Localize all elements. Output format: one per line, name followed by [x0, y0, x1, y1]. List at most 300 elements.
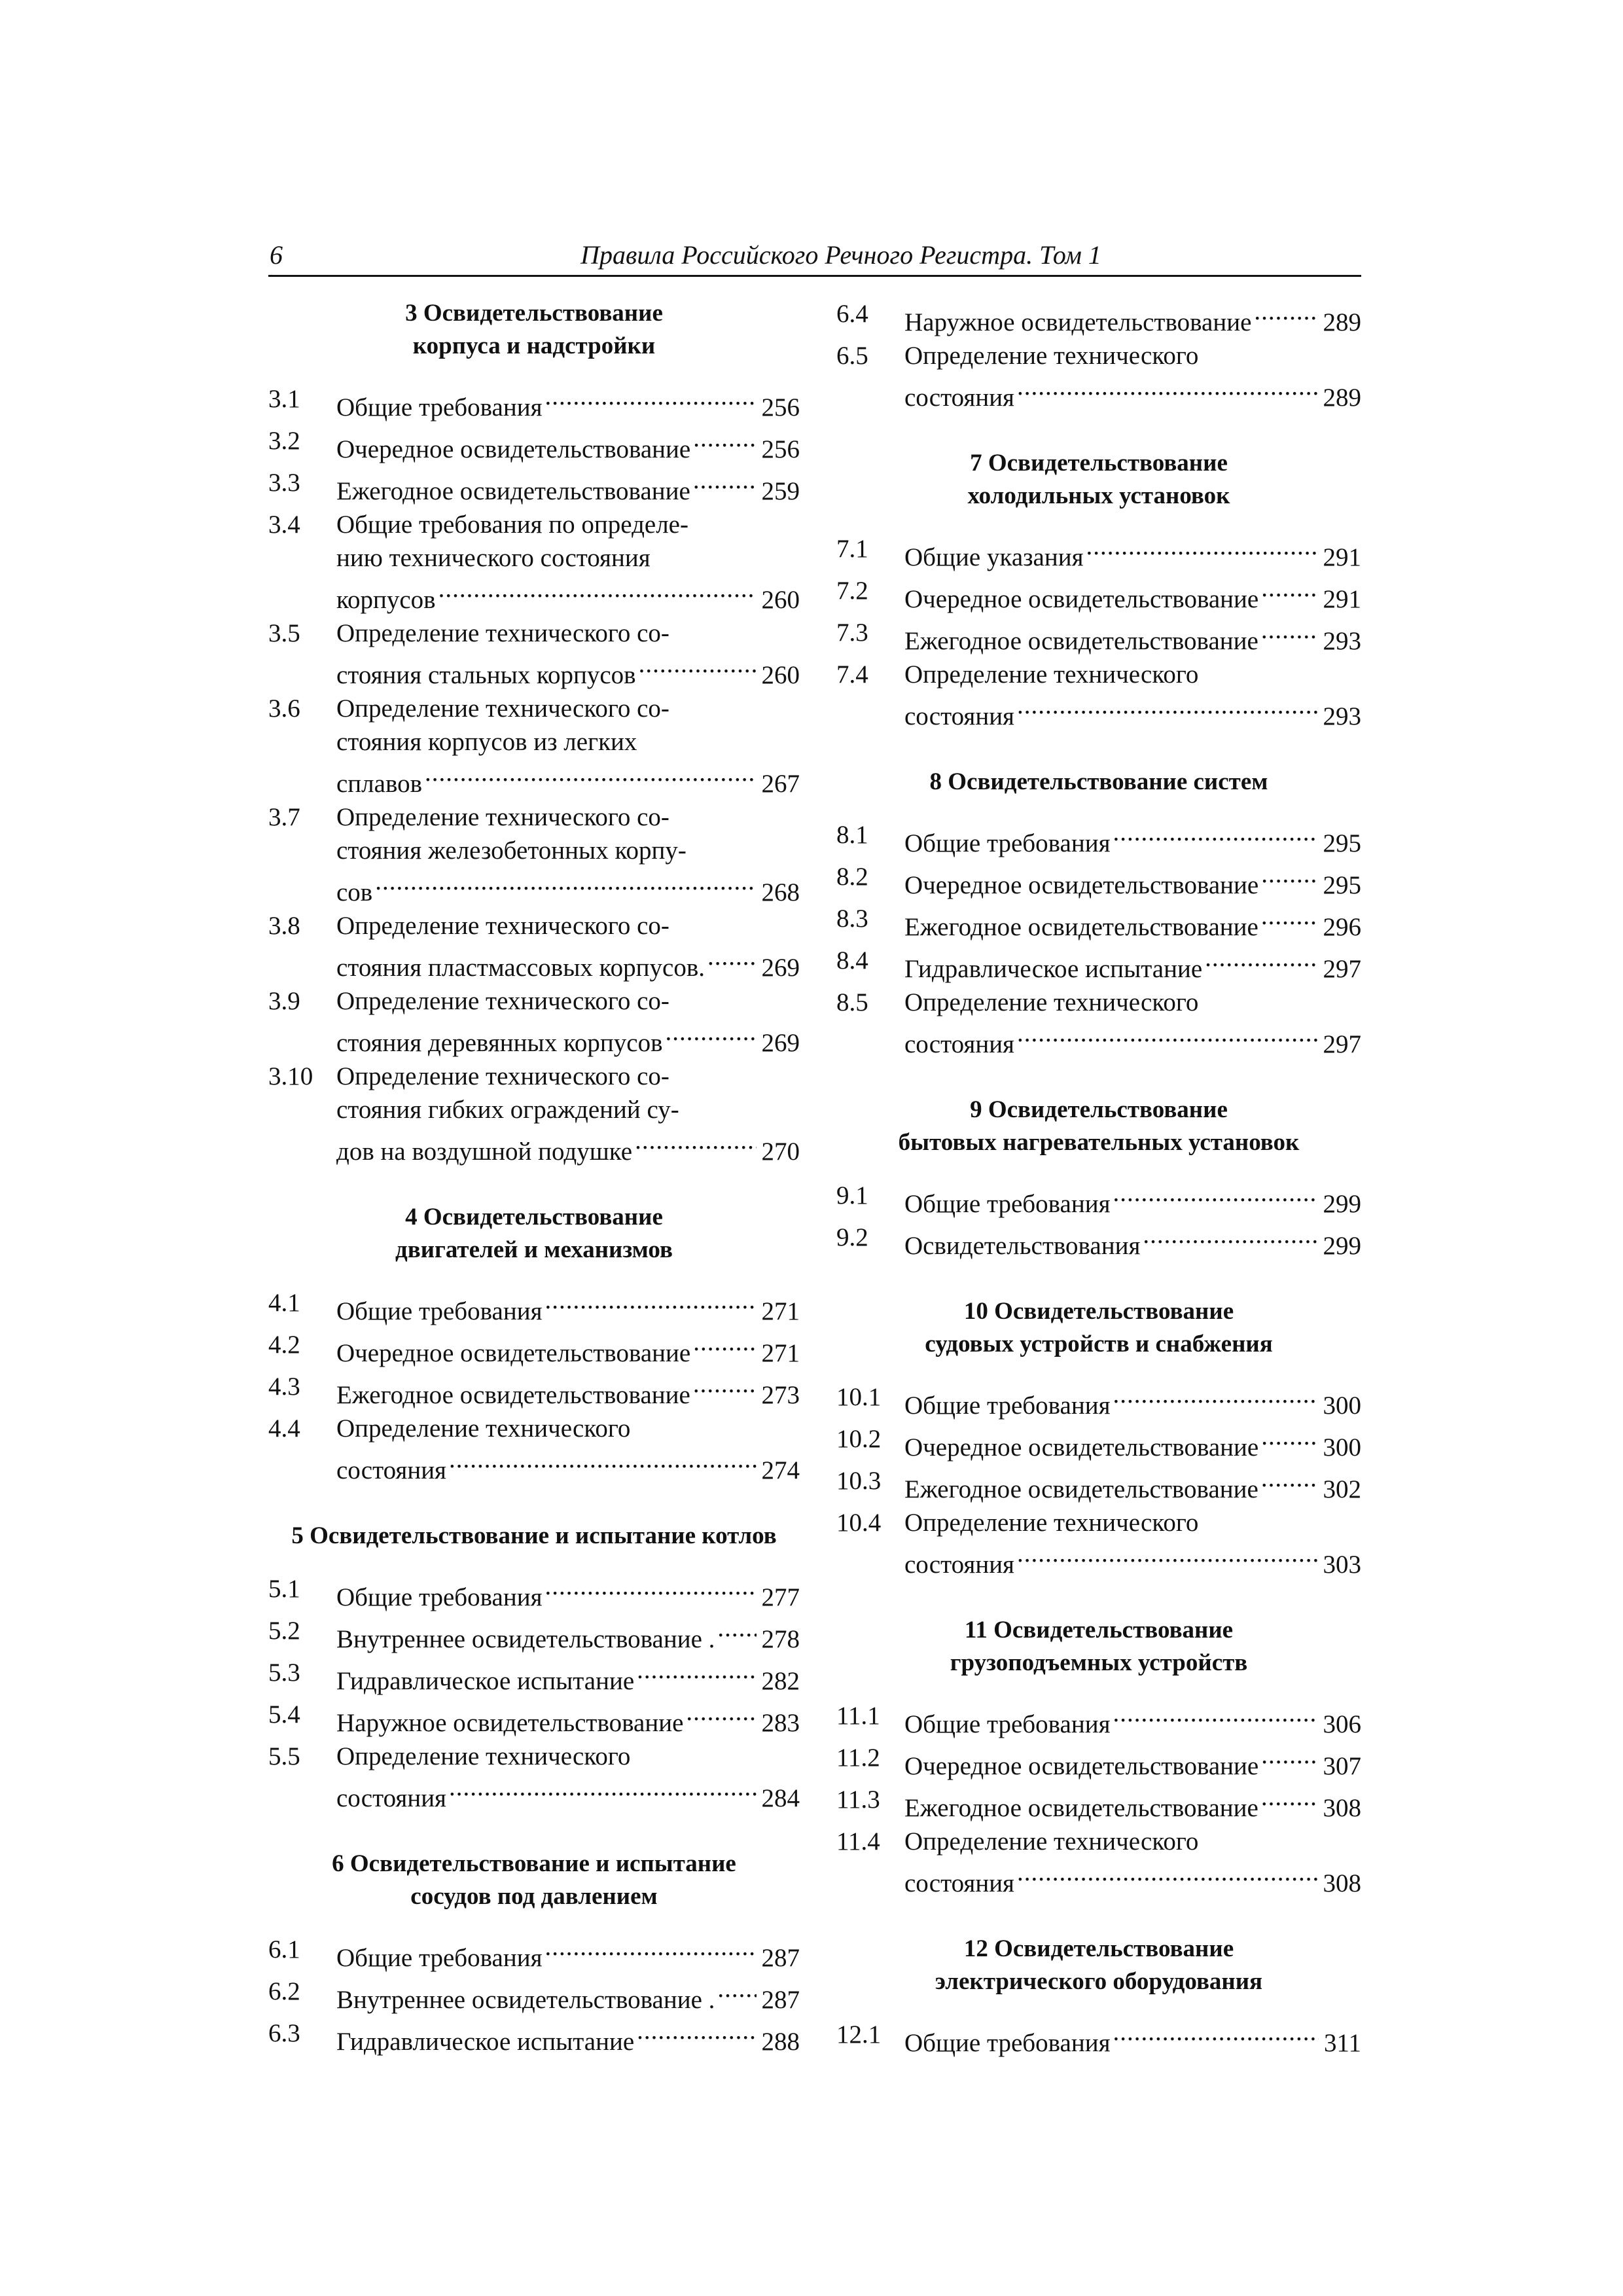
toc-entry[interactable]	[268, 800, 800, 909]
toc-entry-body	[336, 692, 800, 800]
toc-entry-number: 11.4	[836, 1827, 880, 1856]
dot-leader	[635, 1126, 756, 1160]
toc-entry-title: Наружное освидетельствование	[904, 308, 1252, 336]
toc-entry-number: 12.1	[836, 2020, 882, 2049]
toc-entry-line	[904, 902, 1361, 944]
toc-entry[interactable]	[268, 1698, 800, 1740]
toc-entry-body	[904, 1422, 1361, 1464]
toc-entry-body	[904, 944, 1361, 986]
toc-entry-title: состояния	[904, 1551, 1014, 1579]
toc-entry-line	[336, 1572, 800, 1614]
toc-entry-body	[904, 1783, 1361, 1825]
toc-entry-line	[336, 382, 800, 424]
toc-entry-body	[904, 1179, 1361, 1221]
toc-entry-number: 8.1	[836, 821, 868, 849]
toc-entry[interactable]	[836, 297, 1361, 339]
dot-leader	[375, 867, 756, 901]
section-heading: 3 Освидетельствование корпуса и надстройки	[405, 300, 663, 359]
toc-entry-number: 10.2	[836, 1425, 882, 1453]
toc-entry-body	[336, 1933, 800, 1975]
toc-entry[interactable]	[836, 616, 1361, 658]
toc-entry[interactable]	[836, 1380, 1361, 1422]
toc-entry-title: Внутреннее освидетельствование .	[336, 1986, 715, 2014]
toc-entry-page: 289	[1323, 384, 1361, 412]
toc-entry-number: 11.2	[836, 1744, 880, 1772]
toc-entry-title: Общие требования	[336, 1944, 543, 1972]
toc-entry-title: Гидравлическое испытание	[336, 1667, 635, 1695]
toc-entry-line	[336, 1093, 800, 1126]
toc-entry[interactable]	[836, 339, 1361, 414]
section-heading: 8 Освидетельствование систем	[929, 768, 1268, 795]
toc-entry[interactable]	[268, 1740, 800, 1815]
toc-entry-page: 274	[761, 1456, 800, 1484]
toc-entry[interactable]	[268, 466, 800, 508]
section-heading: 6 Освидетельствование и испытание сосудов под давлением	[332, 1850, 736, 1910]
toc-entry-line	[336, 800, 800, 834]
toc-entry-page: 287	[761, 1986, 800, 2014]
toc-entry-number: 7.1	[836, 535, 868, 563]
toc-entry-body	[336, 909, 800, 984]
dot-leader	[1113, 1380, 1318, 1414]
toc-entry-line	[336, 759, 800, 800]
toc-entry-body	[336, 1740, 800, 1815]
toc-entry[interactable]	[268, 1060, 800, 1168]
toc-entry-number: 8.3	[836, 905, 868, 933]
toc-entry-title: Определение технического	[904, 660, 1199, 689]
toc-entry[interactable]	[836, 658, 1361, 733]
toc-entry-line	[904, 532, 1361, 574]
dot-leader	[1086, 532, 1318, 565]
toc-entry-body	[336, 1370, 800, 1412]
toc-entry-line	[336, 1773, 800, 1815]
toc-entry-line	[904, 1221, 1361, 1263]
toc-entry-number: 4.4	[268, 1414, 300, 1443]
toc-entry-line	[904, 1539, 1361, 1581]
toc-entry-line	[336, 1614, 800, 1656]
toc-entry-page: 289	[1323, 308, 1361, 336]
toc-entry-body	[904, 297, 1361, 339]
toc-entry-title: Общие требования	[904, 1190, 1111, 1218]
toc-entry-page: 295	[1323, 871, 1361, 899]
toc-entry[interactable]	[836, 902, 1361, 944]
dot-leader	[1261, 574, 1317, 607]
toc-entry-title: Очередное освидетельствование	[904, 585, 1259, 613]
toc-entry-page: 311	[1323, 2029, 1361, 2057]
toc-entry-line	[904, 860, 1361, 902]
toc-entry-line	[904, 1179, 1361, 1221]
dot-leader	[693, 466, 757, 499]
toc-entry-line	[904, 1506, 1361, 1539]
section-heading: 11 Освидетельствование грузоподъемных устройств	[950, 1617, 1248, 1676]
toc-entry-line	[904, 1464, 1361, 1506]
toc-entry-title: состояния	[336, 1784, 446, 1812]
toc-entry-page: 271	[761, 1339, 800, 1367]
toc-entry-body	[336, 617, 800, 692]
toc-entry-line	[904, 574, 1361, 616]
dot-leader	[545, 1572, 757, 1605]
dot-leader	[637, 2017, 756, 2050]
toc-entry-page: 295	[1323, 829, 1361, 857]
dot-leader	[1143, 1221, 1317, 1254]
toc-entry-number: 5.2	[268, 1617, 300, 1645]
toc-entry-page: 278	[761, 1625, 800, 1653]
toc-entry[interactable]	[268, 1370, 800, 1412]
toc-entry-line	[336, 1933, 800, 1975]
dot-leader	[1113, 1699, 1318, 1732]
dot-leader	[425, 759, 756, 792]
toc-entry-line	[336, 424, 800, 466]
toc-entry-number: 9.2	[836, 1223, 868, 1251]
toc-entry-body	[904, 902, 1361, 944]
toc-entry-body	[336, 1328, 800, 1370]
toc-entry-line	[336, 617, 800, 650]
toc-entry-title: Наружное освидетельствование	[336, 1709, 684, 1737]
toc-entry-title: Ежегодное освидетельствование	[904, 1794, 1258, 1822]
toc-entry-page: 273	[761, 1381, 800, 1409]
toc-entry[interactable]	[836, 1699, 1361, 1741]
toc-entry-body	[336, 2017, 800, 2058]
toc-entry-number: 7.2	[836, 577, 868, 605]
toc-entry-title: Гидравлическое испытание	[336, 2028, 635, 2056]
toc-entry-body	[904, 532, 1361, 574]
toc-entry-title: Ежегодное освидетельствование	[904, 627, 1258, 655]
toc-entry-page: 284	[761, 1784, 800, 1812]
toc-entry[interactable]	[268, 424, 800, 466]
toc-entry-number: 10.1	[836, 1383, 882, 1411]
toc-entry-title: Ежегодное освидетельствование	[904, 1475, 1258, 1503]
toc-entry-title: Определение технического	[904, 342, 1199, 370]
dot-leader	[1113, 1179, 1318, 1212]
toc-entry-page: 297	[1323, 955, 1361, 983]
toc-entry-body	[904, 658, 1361, 733]
toc-entry-title: Определение технического	[336, 1414, 631, 1443]
toc-entry-line	[904, 944, 1361, 986]
toc-entry-number: 11.1	[836, 1702, 880, 1730]
toc-entry-body	[336, 508, 800, 617]
toc-entry[interactable]	[836, 818, 1361, 860]
toc-entry-title: стояния деревянных корпусов	[336, 1029, 663, 1057]
toc-entry-body	[336, 382, 800, 424]
section-heading: 9 Освидетельствование бытовых нагревательных установок	[898, 1096, 1300, 1156]
toc-entry-line	[336, 1975, 800, 2017]
toc-entry-title: Общие требования	[336, 1297, 543, 1325]
toc-entry-number: 5.3	[268, 1659, 300, 1687]
toc-entry-title: Очередное освидетельствование	[336, 1339, 691, 1367]
toc-entry-page: 269	[761, 1029, 800, 1057]
toc-entry-body	[336, 1656, 800, 1698]
page-header	[268, 237, 1361, 277]
toc-entry-title: Определение технического со-	[336, 1062, 669, 1090]
toc-entry[interactable]	[836, 1422, 1361, 1464]
section-heading: 10 Освидетельствование судовых устройств и снабжения	[925, 1298, 1273, 1357]
dot-leader	[449, 1445, 757, 1479]
toc-entry-title: Внутреннее освидетельствование .	[336, 1625, 715, 1653]
dot-leader	[707, 942, 757, 976]
toc-entry-page: 269	[761, 954, 800, 982]
toc-entry-title: состояния	[904, 384, 1014, 412]
toc-entry-title: Освидетельствования	[904, 1232, 1141, 1260]
toc-entry-title: стояния пластмассовых корпусов.	[336, 954, 705, 982]
dot-leader	[545, 382, 757, 416]
toc-entry-number: 9.1	[836, 1181, 868, 1210]
toc-entry-body	[904, 1741, 1361, 1783]
toc-entry-line	[904, 1422, 1361, 1464]
toc-entry[interactable]	[836, 1506, 1361, 1581]
toc-entry-page: 291	[1323, 585, 1361, 613]
toc-entry-title: Определение технического со-	[336, 803, 669, 831]
toc-entry-page: 267	[761, 770, 800, 798]
dot-leader	[693, 1328, 756, 1361]
toc-entry-title: дов на воздушной подушке	[336, 1138, 633, 1166]
toc-entry-title: Очередное освидетельствование	[336, 435, 691, 463]
toc-entry-number: 5.4	[268, 1700, 300, 1729]
toc-entry[interactable]	[268, 382, 800, 424]
toc-entry-title: нию технического состояния	[336, 544, 651, 572]
toc-entry-number: 3.9	[268, 987, 300, 1015]
toc-entry-title: стояния корпусов из легких	[336, 728, 637, 756]
dot-leader	[1017, 691, 1318, 725]
toc-entry-line	[336, 1445, 800, 1487]
toc-entry[interactable]	[268, 1412, 800, 1487]
toc-entry-number: 3.8	[268, 912, 300, 940]
toc-entry-page: 302	[1323, 1475, 1361, 1503]
toc-entry-line	[904, 616, 1361, 658]
toc-entry-body	[336, 424, 800, 466]
dot-leader	[717, 1975, 756, 2008]
toc-entry-title: Ежегодное освидетельствование	[904, 913, 1258, 941]
toc-entry-line	[336, 1370, 800, 1412]
toc-entry-body	[336, 1975, 800, 2017]
toc-entry-body	[904, 574, 1361, 616]
toc-entry-title: состояния	[904, 1030, 1014, 1058]
toc-entry-page: 308	[1323, 1794, 1361, 1822]
toc-entry-line	[336, 541, 800, 575]
toc-entry-number: 5.5	[268, 1742, 300, 1770]
toc-entry-number: 11.3	[836, 1785, 880, 1814]
toc-entry-title: Очередное освидетельствование	[904, 871, 1259, 899]
toc-entry[interactable]	[836, 1221, 1361, 1263]
toc-entry-title: стояния гибких ограждений су-	[336, 1096, 679, 1124]
toc-entry[interactable]	[836, 986, 1361, 1061]
toc-entry[interactable]	[268, 984, 800, 1060]
toc-entry-number: 3.3	[268, 469, 300, 497]
toc-entry[interactable]	[836, 1179, 1361, 1221]
toc-entry-page: 260	[761, 661, 800, 689]
toc-entry-number: 4.1	[268, 1289, 300, 1317]
toc-entry-body	[336, 1572, 800, 1614]
toc-entry-title: Общие требования	[336, 393, 543, 422]
section-heading: 7 Освидетельствование холодильных установок	[967, 450, 1230, 509]
toc-entry-line	[336, 575, 800, 617]
toc-entry-page: 256	[761, 393, 800, 422]
toc-entry-page: 277	[761, 1583, 800, 1611]
dot-leader	[1261, 860, 1317, 893]
toc-right-column	[836, 297, 1361, 2060]
toc-entry[interactable]	[268, 1286, 800, 1328]
toc-entry-body	[904, 1825, 1361, 1900]
toc-entry-line	[336, 867, 800, 909]
toc-entry-number: 8.2	[836, 863, 868, 891]
toc-entry-title: Определение технического со-	[336, 694, 669, 723]
toc-entry-title: Общие требования по определе-	[336, 511, 688, 539]
toc-entry[interactable]	[268, 508, 800, 617]
toc-entry-page: 306	[1323, 1710, 1361, 1738]
toc-entry[interactable]	[268, 1614, 800, 1656]
toc-entry-body	[904, 1506, 1361, 1581]
toc-entry-line	[336, 1412, 800, 1445]
toc-entry[interactable]	[836, 1783, 1361, 1825]
toc-left-column	[268, 297, 800, 2058]
toc-entry-body	[904, 2018, 1361, 2060]
toc-entry-title: Очередное освидетельствование	[904, 1433, 1259, 1462]
toc-entry-line	[904, 986, 1361, 1019]
toc-entry[interactable]	[836, 574, 1361, 616]
toc-entry-page: 270	[761, 1138, 800, 1166]
toc-entry-page: 293	[1323, 627, 1361, 655]
dot-leader	[1017, 372, 1318, 406]
toc-entry-number: 3.7	[268, 803, 300, 831]
toc-entry-title: Очередное освидетельствование	[904, 1752, 1259, 1780]
toc-entry-body	[336, 466, 800, 508]
toc-entry-line	[336, 984, 800, 1018]
toc-entry[interactable]	[836, 1825, 1361, 1900]
dot-leader	[717, 1614, 756, 1647]
toc-entry-line	[904, 691, 1361, 733]
toc-entry-line	[904, 1825, 1361, 1858]
toc-entry-title: корпусов	[336, 586, 436, 614]
toc-entry-page: 271	[761, 1297, 800, 1325]
toc-entry-line	[336, 1286, 800, 1328]
toc-entry-line	[904, 1699, 1361, 1741]
toc-entry[interactable]	[268, 1975, 800, 2017]
toc-entry-title: Определение технического	[904, 1827, 1199, 1856]
section-heading: 12 Освидетельствование электрического оборудования	[935, 1935, 1263, 1995]
toc-entry-line	[336, 1018, 800, 1060]
toc-entry-number: 3.6	[268, 694, 300, 723]
toc-entry[interactable]	[836, 944, 1361, 986]
toc-entry-number: 6.1	[268, 1935, 300, 1964]
toc-entry-title: Определение технического со-	[336, 987, 669, 1015]
toc-entry-line	[336, 1126, 800, 1168]
toc-entry-number: 10.3	[836, 1467, 882, 1495]
toc-entry-line	[904, 2018, 1361, 2060]
toc-entry-body	[904, 860, 1361, 902]
toc-entry-line	[336, 650, 800, 692]
toc-entry-page: 297	[1323, 1030, 1361, 1058]
toc-entry-line	[336, 2017, 800, 2058]
dot-leader	[693, 1370, 757, 1403]
toc-entry-line	[904, 658, 1361, 691]
toc-entry[interactable]	[268, 1572, 800, 1614]
toc-entry[interactable]	[836, 860, 1361, 902]
toc-entry[interactable]	[268, 1328, 800, 1370]
toc-entry-line	[904, 1019, 1361, 1061]
toc-entry-line	[904, 1858, 1361, 1900]
toc-entry[interactable]	[268, 909, 800, 984]
toc-entry-line	[336, 508, 800, 541]
toc-entry-line	[336, 1698, 800, 1740]
toc-entry-page: 268	[761, 878, 800, 906]
toc-entry[interactable]	[268, 1933, 800, 1975]
toc-entry-line	[904, 818, 1361, 860]
toc-entry[interactable]	[836, 1464, 1361, 1506]
toc-entry-title: Общие требования	[904, 829, 1111, 857]
toc-entry-title: состояния	[904, 702, 1014, 730]
dot-leader	[686, 1698, 756, 1731]
toc-entry[interactable]	[836, 1741, 1361, 1783]
toc-entry-number: 3.5	[268, 619, 300, 647]
toc-entry-title: Общие указания	[904, 543, 1084, 571]
toc-entry-line	[336, 1060, 800, 1093]
toc-entry-body	[336, 1286, 800, 1328]
toc-entry-page: 308	[1323, 1869, 1361, 1897]
toc-entry-number: 8.4	[836, 946, 868, 975]
section-heading: 5 Освидетельствование и испытание котлов	[291, 1522, 777, 1549]
toc-entry-number: 8.5	[836, 988, 868, 1016]
toc-entry[interactable]	[268, 2017, 800, 2058]
toc-entry-number: 6.4	[836, 300, 868, 328]
toc-entry-body	[336, 800, 800, 909]
toc-entry-line	[904, 372, 1361, 414]
toc-entry-page: 299	[1323, 1232, 1361, 1260]
toc-entry-page: 282	[761, 1667, 800, 1695]
dot-leader	[1205, 944, 1317, 977]
toc-entry-number: 4.2	[268, 1331, 300, 1359]
toc-entry[interactable]	[268, 617, 800, 692]
toc-entry-body	[904, 986, 1361, 1061]
toc-entry-title: Гидравлическое испытание	[904, 955, 1203, 983]
toc-entry-line	[336, 725, 800, 759]
toc-entry-body	[336, 1614, 800, 1656]
dot-leader	[545, 1933, 757, 1966]
toc-entry[interactable]	[268, 692, 800, 800]
toc-entry-line	[904, 1380, 1361, 1422]
toc-entry-title: состояния	[336, 1456, 446, 1484]
toc-entry-number: 6.5	[836, 342, 868, 370]
toc-entry-page: 300	[1323, 1391, 1361, 1420]
dot-leader	[1261, 902, 1318, 935]
dot-leader	[1261, 1422, 1317, 1456]
toc-entry-title: Ежегодное освидетельствование	[336, 477, 690, 505]
toc-entry-title: Общие требования	[904, 1710, 1111, 1738]
dot-leader	[545, 1286, 757, 1319]
toc-entry-body	[904, 339, 1361, 414]
toc-entry-line	[336, 1740, 800, 1773]
toc-entry-line	[904, 339, 1361, 372]
toc-entry-page: 259	[761, 477, 800, 505]
toc-entry-number: 10.4	[836, 1509, 882, 1537]
toc-entry-title: Определение технического со-	[336, 619, 669, 647]
toc-entry-line	[336, 1656, 800, 1698]
dot-leader	[1254, 297, 1317, 331]
toc-entry-title: Общие требования	[336, 1583, 543, 1611]
toc-entry-line	[336, 909, 800, 942]
toc-entry-line	[336, 834, 800, 867]
toc-entry-body	[904, 616, 1361, 658]
dot-leader	[1261, 1741, 1317, 1774]
toc-entry[interactable]	[836, 2018, 1361, 2060]
toc-entry-page: 299	[1323, 1190, 1361, 1218]
toc-entry-body	[336, 1698, 800, 1740]
toc-entry[interactable]	[836, 532, 1361, 574]
dot-leader	[449, 1773, 757, 1806]
toc-entry-page: 291	[1323, 543, 1361, 571]
toc-entry-number: 3.10	[268, 1062, 313, 1090]
dot-leader	[666, 1018, 757, 1051]
dot-leader	[1017, 1539, 1318, 1573]
toc-entry[interactable]	[268, 1656, 800, 1698]
toc-entry-body	[904, 818, 1361, 860]
